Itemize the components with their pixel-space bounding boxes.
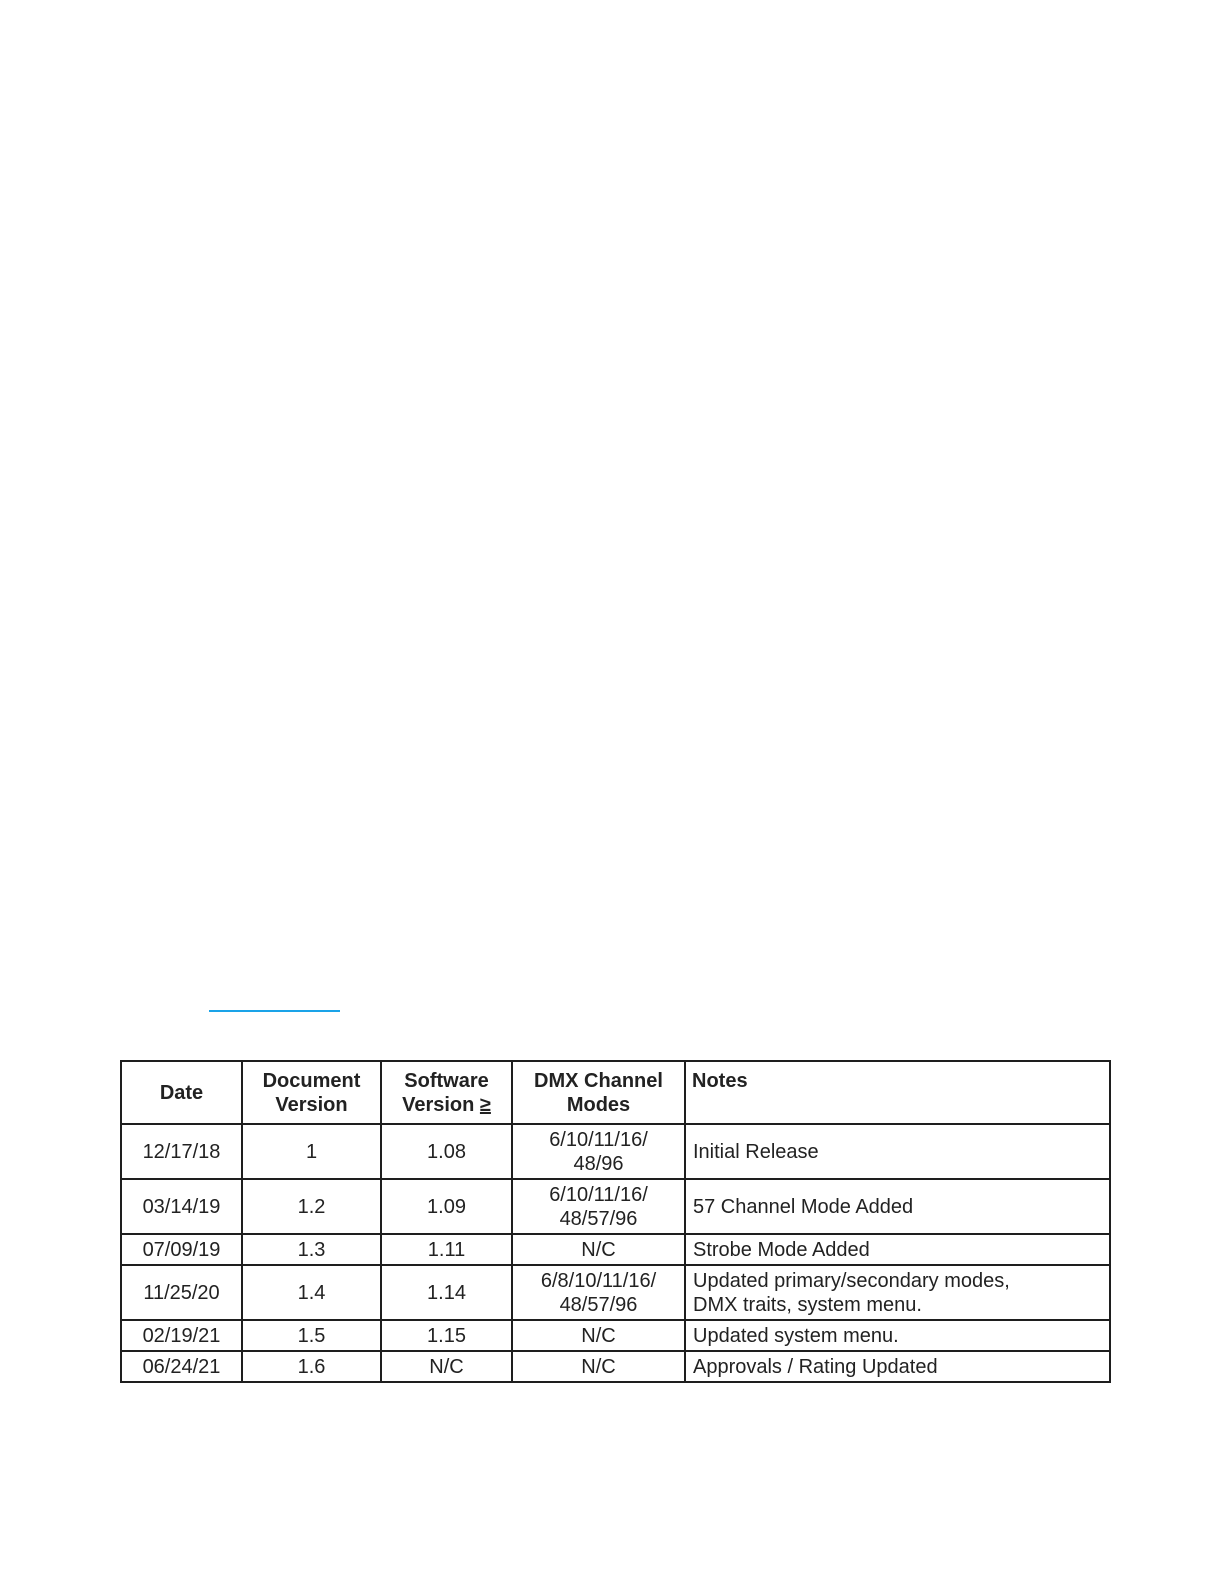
cell-dmx-modes: N/C (512, 1351, 685, 1382)
cell-date: 03/14/19 (121, 1179, 242, 1234)
cell-dmx-modes: N/C (512, 1320, 685, 1351)
cell-doc-version: 1.6 (242, 1351, 381, 1382)
cell-doc-version: 1.3 (242, 1234, 381, 1265)
cell-software: 1.08 (381, 1124, 512, 1179)
table-header-row (121, 1061, 1110, 1124)
table-row (121, 1351, 1110, 1382)
revision-history-table (120, 1060, 1111, 1383)
header-notes: Notes (685, 1061, 1110, 1124)
cell-notes: Initial Release (685, 1124, 1110, 1179)
cell-dmx-modes: 6/10/11/16/ 48/96 (512, 1124, 685, 1179)
cell-date: 07/09/19 (121, 1234, 242, 1265)
table-row (121, 1265, 1110, 1320)
cell-doc-version: 1 (242, 1124, 381, 1179)
table-row (121, 1124, 1110, 1179)
cell-date: 12/17/18 (121, 1124, 242, 1179)
cell-notes: Approvals / Rating Updated (685, 1351, 1110, 1382)
header-document-version: Document Version (242, 1061, 381, 1124)
cell-notes: 57 Channel Mode Added (685, 1179, 1110, 1234)
header-date: Date (121, 1061, 242, 1124)
cell-dmx-modes: 6/8/10/11/16/ 48/57/96 (512, 1265, 685, 1320)
cell-notes: Updated primary/secondary modes, DMX traits, system menu. (685, 1265, 1110, 1320)
table-row (121, 1179, 1110, 1234)
cell-software: 1.15 (381, 1320, 512, 1351)
cell-software: 1.14 (381, 1265, 512, 1320)
header-dmx-channel-modes: DMX Channel Modes (512, 1061, 685, 1124)
cell-date: 11/25/20 (121, 1265, 242, 1320)
cell-notes: Updated system menu. (685, 1320, 1110, 1351)
cell-dmx-modes: N/C (512, 1234, 685, 1265)
table-row (121, 1234, 1110, 1265)
cell-doc-version: 1.5 (242, 1320, 381, 1351)
cell-date: 02/19/21 (121, 1320, 242, 1351)
cell-software: 1.11 (381, 1234, 512, 1265)
cell-dmx-modes: 6/10/11/16/ 48/57/96 (512, 1179, 685, 1234)
cell-software: 1.09 (381, 1179, 512, 1234)
blue-horizontal-rule (209, 1010, 340, 1012)
greater-equal-symbol: ≥ (479, 1093, 491, 1116)
cell-date: 06/24/21 (121, 1351, 242, 1382)
header-software-version: Software Version ≥ (381, 1061, 512, 1124)
cell-doc-version: 1.2 (242, 1179, 381, 1234)
cell-notes: Strobe Mode Added (685, 1234, 1110, 1265)
cell-doc-version: 1.4 (242, 1265, 381, 1320)
cell-software: N/C (381, 1351, 512, 1382)
table-row (121, 1320, 1110, 1351)
